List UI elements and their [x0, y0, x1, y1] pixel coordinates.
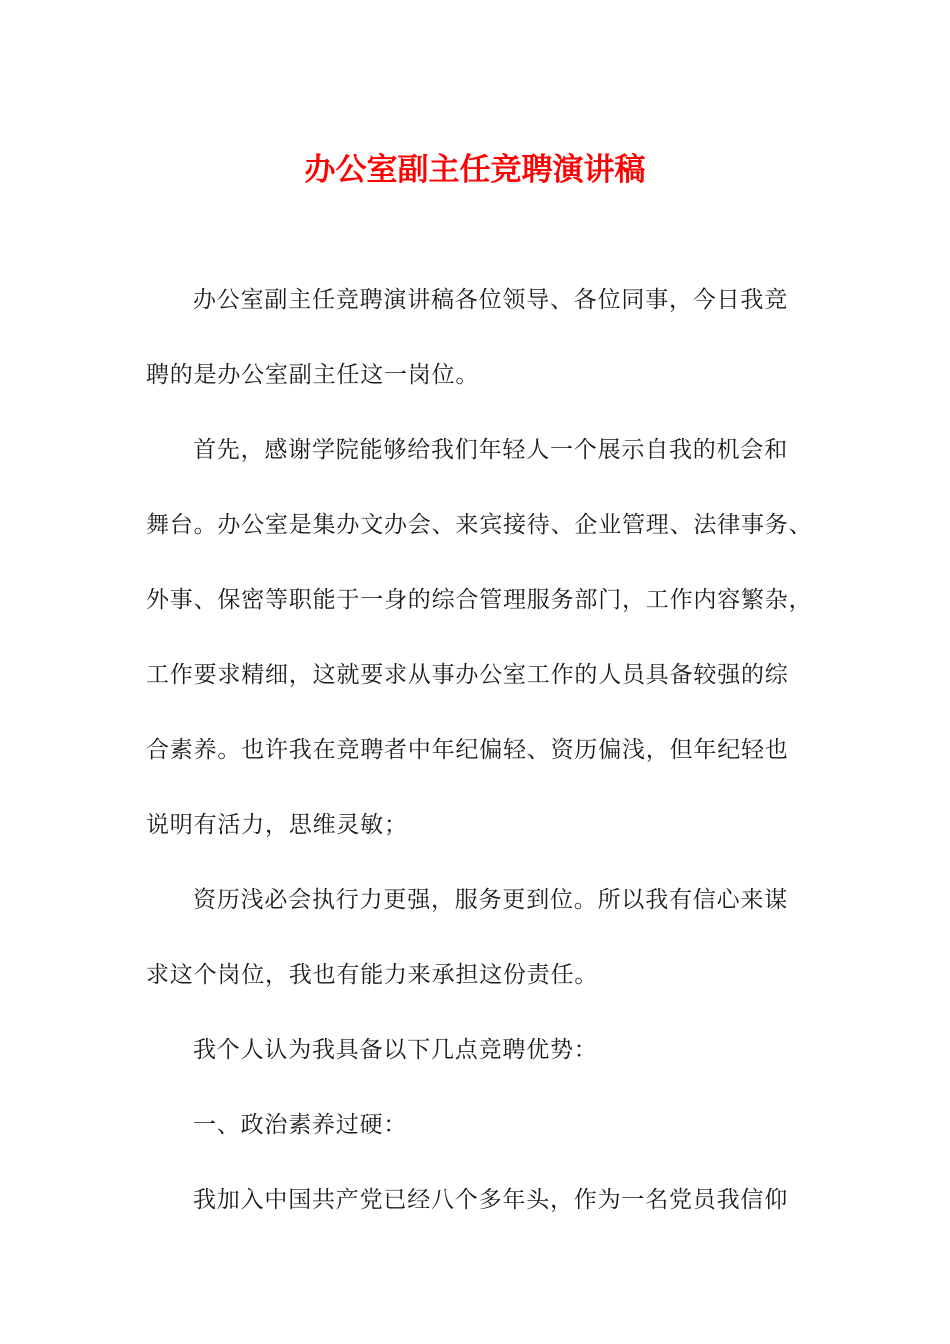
document-title: 办公室副主任竞聘演讲稿 — [304, 152, 646, 188]
paragraph-line: 外事、保密等职能于一身的综合管理服务部门，工作内容繁杂， — [146, 587, 813, 613]
paragraph-line: 办公室副主任竞聘演讲稿各位领导、各位同事，今日我竞 — [193, 287, 788, 313]
paragraph-line: 求这个岗位，我也有能力来承担这份责任。 — [146, 962, 599, 988]
paragraph-line: 舞台。办公室是集办文办会、来宾接待、企业管理、法律事务、 — [146, 512, 813, 538]
paragraph-line: 说明有活力，思维灵敏； — [146, 812, 408, 838]
section-heading: 一、政治素养过硬： — [193, 1112, 408, 1138]
paragraph-line: 我加入中国共产党已经八个多年头，作为一名党员我信仰 — [193, 1187, 788, 1213]
paragraph-line: 资历浅必会执行力更强，服务更到位。所以我有信心来谋 — [193, 887, 788, 913]
paragraph-line: 聘的是办公室副主任这一岗位。 — [146, 362, 480, 388]
document-body — [146, 282, 813, 1220]
paragraph-line: 首先，感谢学院能够给我们年轻人一个展示自我的机会和 — [193, 437, 788, 463]
paragraph-line: 合素养。也许我在竞聘者中年纪偏轻、资历偏浅，但年纪轻也 — [146, 737, 789, 763]
paragraph-line: 我个人认为我具备以下几点竞聘优势： — [193, 1037, 598, 1063]
paragraph-line: 工作要求精细，这就要求从事办公室工作的人员具备较强的综 — [146, 662, 789, 688]
